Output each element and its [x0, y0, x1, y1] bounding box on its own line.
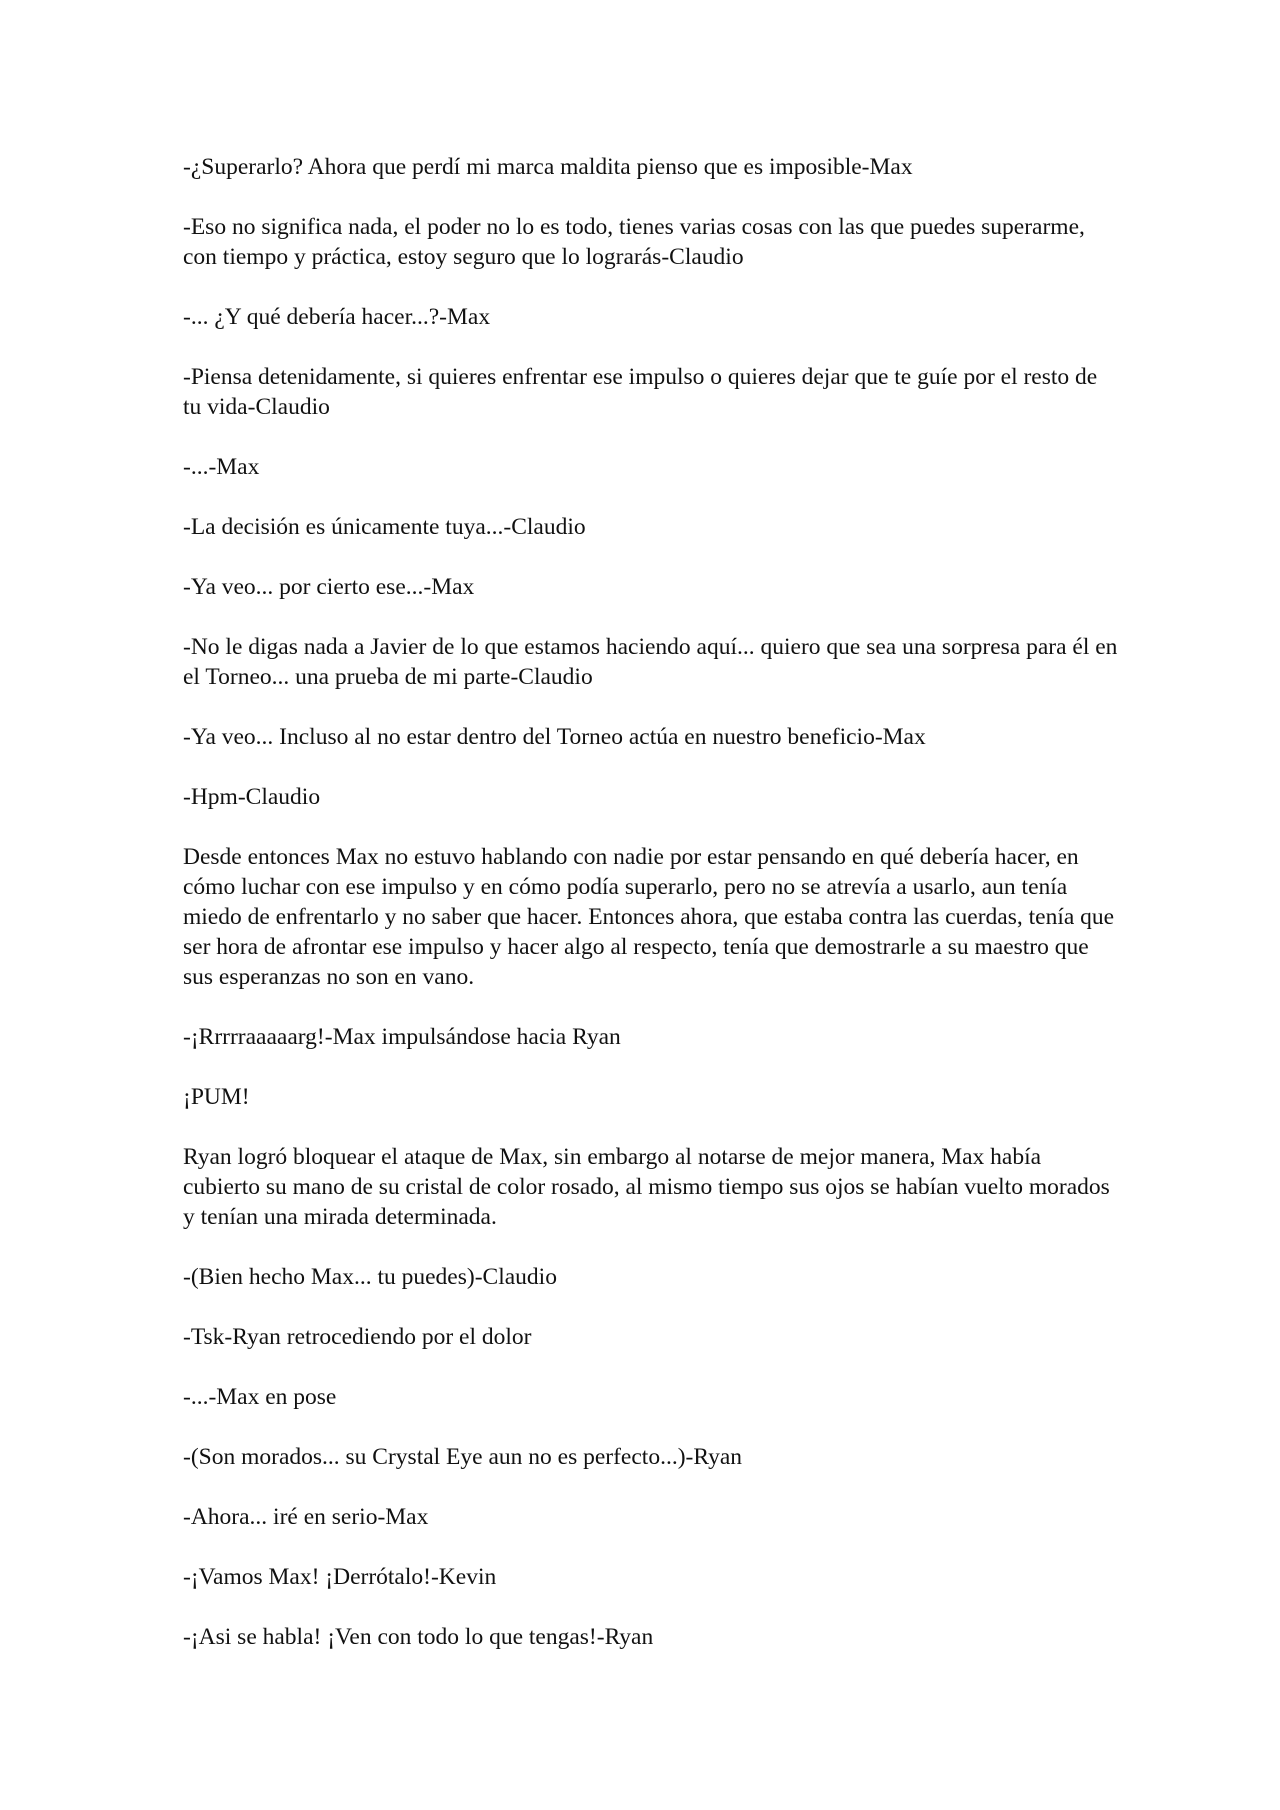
paragraph: -Hpm-Claudio — [183, 784, 321, 810]
paragraph: -No le digas nada a Javier de lo que estamos haciendo aquí... quiero que sea una sorpresa para él en el Torneo... una prueba de mi parte-Claudio — [183, 634, 1118, 690]
paragraph: -¡Vamos Max! ¡Derrótalo!-Kevin — [183, 1564, 497, 1590]
paragraph: -Ya veo... por cierto ese...-Max — [183, 574, 475, 600]
paragraph: -Piensa detenidamente, si quieres enfrentar ese impulso o quieres dejar que te guíe por el resto de tu vida-Claudio — [183, 364, 1098, 420]
narration-paragraph: Desde entonces Max no estuvo hablando con nadie por estar pensando en qué debería hacer, en cómo luchar con ese impulso y en cómo podía superarlo, pero no se atrevía a usarlo, aun tenía miedo de enfrentarlo y no saber que hacer. Entonces ahora, que estaba contra las cuerdas, tenía que ser hora de afrontar ese impulso y hacer algo al respecto, tenía que demostrarle a su maestro que sus esperanzas no son en vano. — [183, 844, 1115, 990]
paragraph: -Ahora... iré en serio-Max — [183, 1504, 429, 1530]
paragraph: -... ¿Y qué debería hacer...?-Max — [183, 304, 491, 330]
paragraph: -Tsk-Ryan retrocediendo por el dolor — [183, 1324, 532, 1350]
paragraph: -...-Max en pose — [183, 1384, 337, 1410]
narration-paragraph: Ryan logró bloquear el ataque de Max, sin embargo al notarse de mejor manera, Max había cubierto su mano de su cristal de color rosado, al mismo tiempo sus ojos se habían vuelto morados y tenían una mirada determinada. — [183, 1144, 1110, 1230]
paragraph: -¿Superarlo? Ahora que perdí mi marca maldita pienso que es imposible-Max — [183, 154, 913, 180]
paragraph: -La decisión es únicamente tuya...-Claudio — [183, 514, 586, 540]
paragraph: -¡Asi se habla! ¡Ven con todo lo que tengas!-Ryan — [183, 1624, 654, 1650]
paragraph: -...-Max — [183, 454, 260, 480]
paragraph: -Eso no significa nada, el poder no lo es todo, tienes varias cosas con las que puedes superarme, con tiempo y práctica, estoy seguro que lo lograrás-Claudio — [183, 214, 1085, 270]
document-body — [183, 152, 1118, 1682]
paragraph: -(Bien hecho Max... tu puedes)-Claudio — [183, 1264, 557, 1290]
paragraph: -¡Rrrrraaaaarg!-Max impulsándose hacia Ryan — [183, 1024, 621, 1050]
paragraph: -(Son morados... su Crystal Eye aun no es perfecto...)-Ryan — [183, 1444, 743, 1470]
sound-effect: ¡PUM! — [183, 1084, 250, 1110]
paragraph: -Ya veo... Incluso al no estar dentro del Torneo actúa en nuestro beneficio-Max — [183, 724, 926, 750]
